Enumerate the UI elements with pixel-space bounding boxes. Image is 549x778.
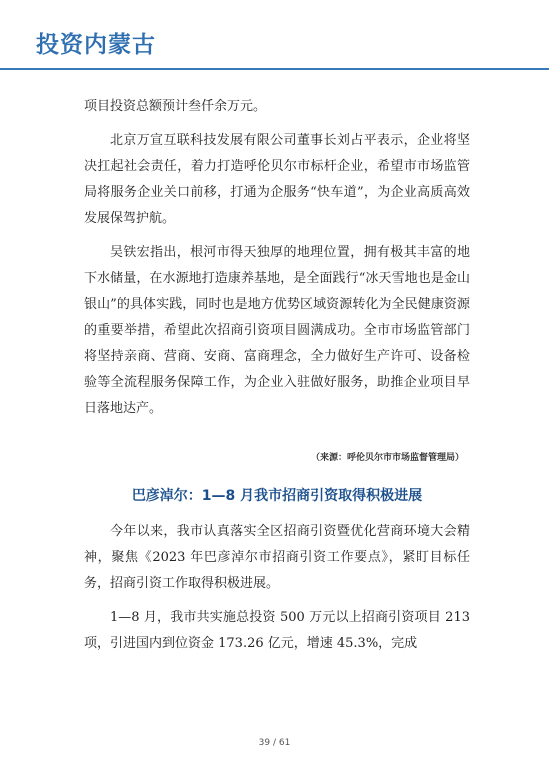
paragraph-continuation: 项目投资总额预计叁仟余万元。: [84, 99, 267, 114]
section-paragraph-intro: 今年以来，我市认真落实全区招商引资暨优化营商环境大会精神，聚焦《2023 年巴彦淖尔市招商引资工作要点》，紧盯目标任务，招商引资工作取得积极进展。: [84, 524, 470, 591]
section-heading: 巴彦淖尔：1—8 月我市招商引资取得积极进展: [131, 488, 423, 504]
page-number: 39 / 61: [258, 738, 291, 748]
paragraph-company-statement: 北京万宣互联科技发展有限公司董事长刘占平表示，企业将坚决扛起社会责任，着力打造呼伦贝尔市标杆企业，希望市市场监管局将服务企业关口前移，打通为企服务“快车道”，为企业高质高效发展保驾护航。: [84, 133, 470, 226]
header-divider: [0, 68, 549, 70]
source-note: （来源：呼伦贝尔市市场监督管理局）: [310, 453, 464, 463]
header-title: 投资内蒙古: [36, 32, 156, 58]
section-paragraph-stats: 1—8 月，我市共实施总投资 500 万元以上招商引资项目 213 项，引进国内到位资金 173.26 亿元，增速 45.3%，完成: [84, 610, 470, 651]
document-body: [84, 94, 470, 657]
paragraph-wu-tiehong: 吴铁宏指出，根河市得天独厚的地理位置，拥有极其丰富的地下水储量，在水源地打造康养基地，是全面践行“冰天雪地也是金山银山”的具体实践，同时也是地方优势区域资源转化为全民健康资源的重要举措，希望此次招商引资项目圆满成功。全市市场监管部门将坚持亲商、营商、安商、富商理念，全力做好生产许可、设备检验等全流程服务保障工作，为企业入驻做好服务，助推企业项目早日落地达产。: [84, 245, 470, 416]
